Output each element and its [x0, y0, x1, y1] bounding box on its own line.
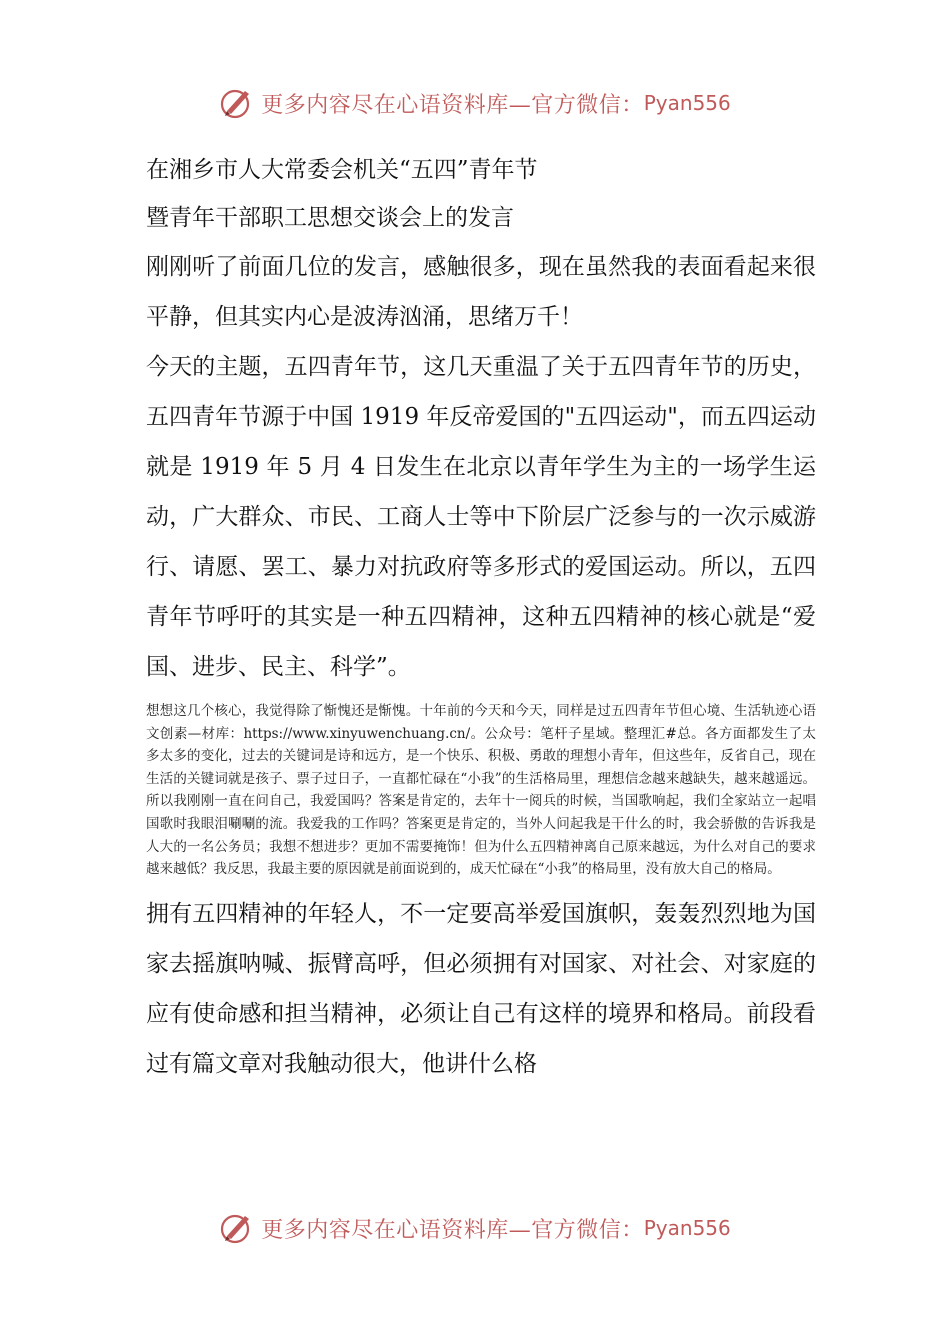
- header-banner: [0, 83, 950, 123]
- footer-banner-wechat: Pyan556: [643, 1216, 731, 1240]
- pen-logo-icon: [219, 1210, 255, 1246]
- document-body: [146, 150, 816, 1089]
- pen-logo-icon: [219, 85, 255, 121]
- paragraph-2: 今天的主题，五四青年节，这几天重温了关于五四青年节的历史，五四青年节源于中国 1919 年反帝爱国的"五四运动"，而五四运动就是 1919 年 5 月 4 日发生在北京以青年学生为主的一场学生运动，广大群众、市民、工商人士等中下阶层广泛参与的一次示威游行、请愿、罢工、暴力对抗政府等多形式的爱国运动。所以，五四青年节呼吁的其实是一种五四精神，这种五四精神的核心就是“爱国、进步、民主、科学”。: [146, 354, 816, 680]
- title-line-2: 暨青年干部职工思想交谈会上的发言: [146, 205, 514, 231]
- title-line-1: 在湘乡市人大常委会机关“五四”青年节: [146, 157, 538, 183]
- header-banner-text: 更多内容尽在心语资料库—官方微信：: [261, 92, 644, 118]
- header-banner-wechat: Pyan556: [643, 91, 731, 115]
- footer-banner-text: 更多内容尽在心语资料库—官方微信：: [261, 1217, 644, 1243]
- footer-banner: [0, 1208, 950, 1248]
- paragraph-3: 想想这几个核心，我觉得除了惭愧还是惭愧。十年前的今天和今天，同样是过五四青年节但心境、生活轨迹心语文创素—材库：https://www.xinyuwenchuang.cn/。公众号：笔杆子星域。整理汇#总。各方面都发生了太多太多的变化，过去的关键词是诗和远方，是一个快乐、积极、勇敢的理想小青年，但这些年，反省自己，现在生活的关键词就是孩子、票子过日子，一直都忙碌在“小我”的生活格局里，理想信念越来越缺失，越来越遥远。所以我刚刚一直在问自己，我爱国吗？答案是肯定的，去年十一阅兵的时候，当国歌响起，我们全家站立一起唱国歌时我眼泪唰唰的流。我爱我的工作吗？答案更是肯定的，当外人问起我是干什么的时，我会骄傲的告诉我是人大的一名公务员；我想不想进步？更加不需要掩饰！但为什么五四精神离自己原来越远，为什么对自己的要求越来越低？我反思，我最主要的原因就是前面说到的，成天忙碌在“小我”的格局里，没有放大自己的格局。: [146, 703, 816, 878]
- paragraph-1: 刚刚听了前面几位的发言，感触很多，现在虽然我的表面看起来很平静，但其实内心是波涛汹涌，思绪万千！: [146, 254, 816, 330]
- paragraph-4: 拥有五四精神的年轻人，不一定要高举爱国旗帜，轰轰烈烈地为国家去摇旗呐喊、振臂高呼，但必须拥有对国家、对社会、对家庭的应有使命感和担当精神，必须让自己有这样的境界和格局。前段看过有篇文章对我触动很大，他讲什么格: [146, 900, 816, 1077]
